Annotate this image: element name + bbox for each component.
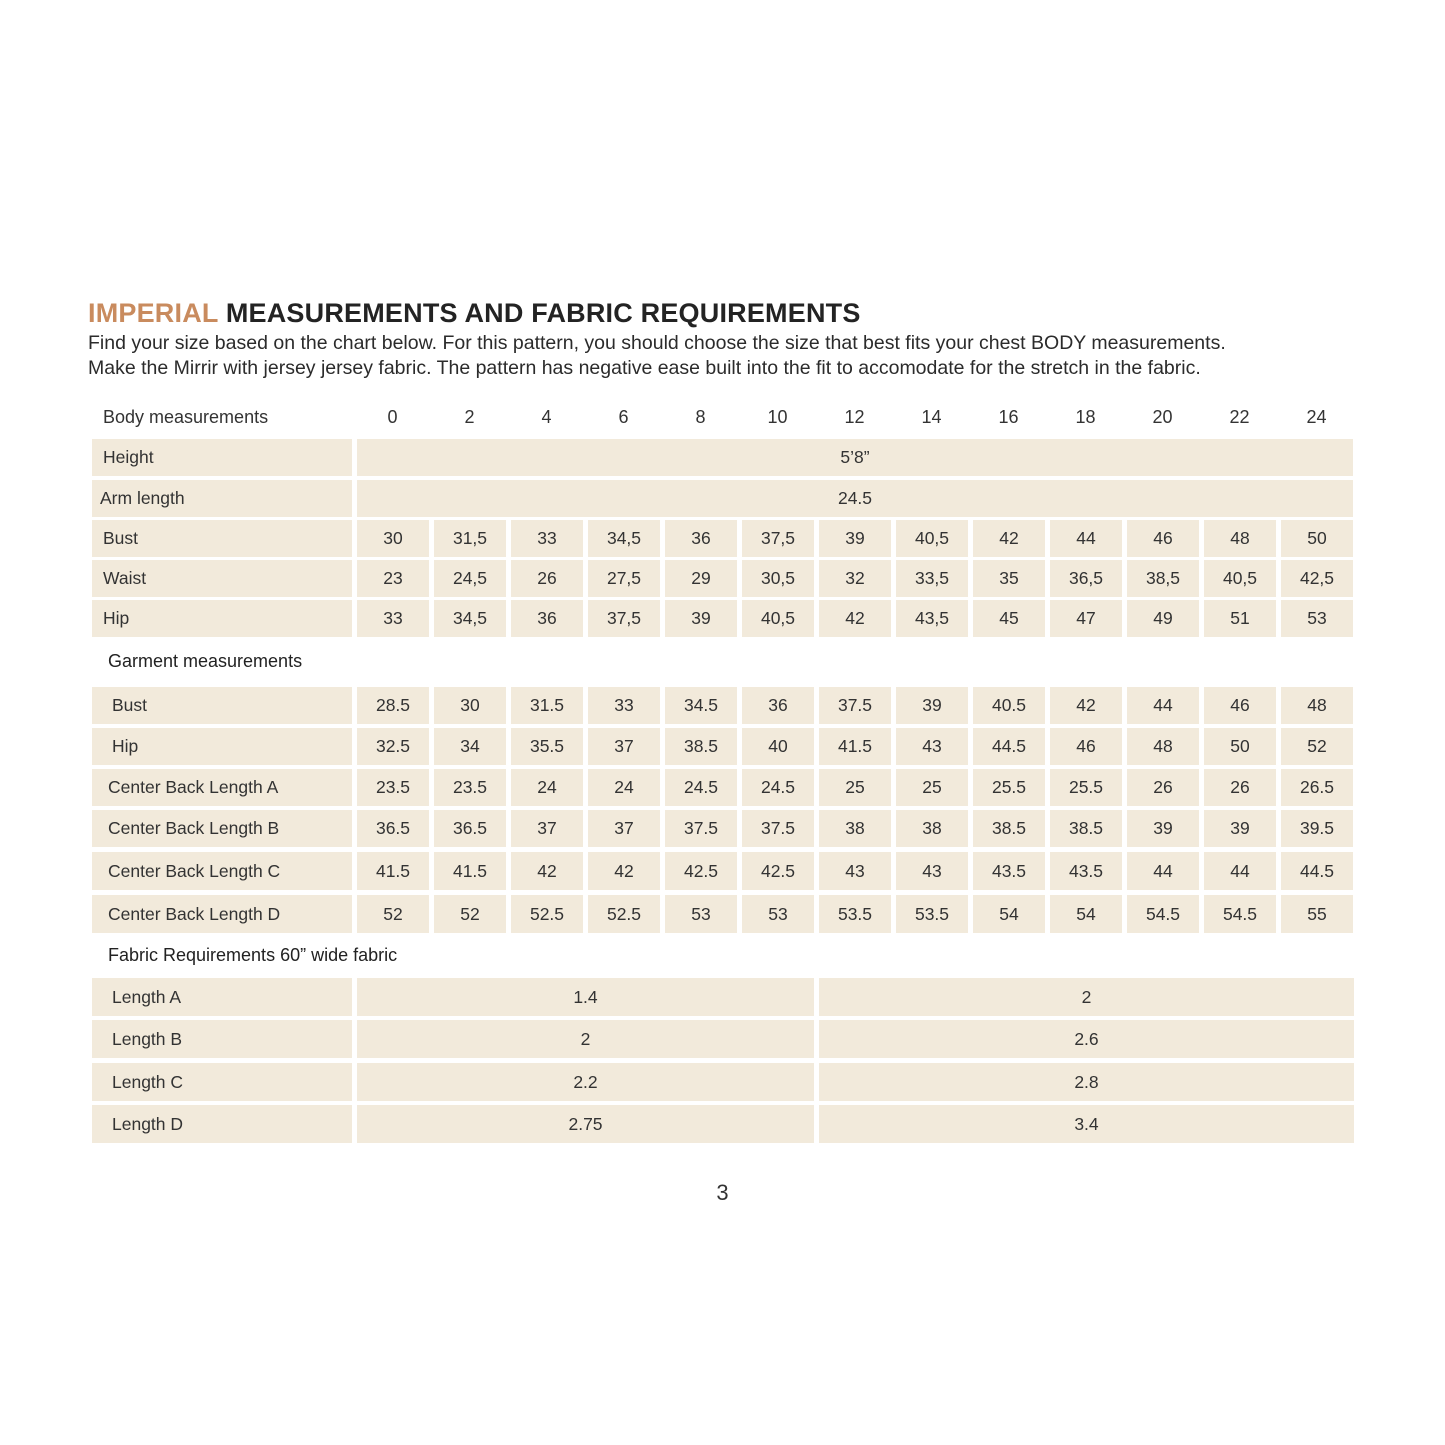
table-cell: 43 bbox=[819, 852, 891, 890]
table-cell: 41.5 bbox=[819, 728, 891, 765]
table-cell: 41.5 bbox=[434, 852, 506, 890]
table-cell: 38 bbox=[819, 810, 891, 847]
size-label: 22 bbox=[1229, 406, 1250, 427]
body-row bbox=[92, 560, 1354, 597]
table-cell: 26 bbox=[1204, 769, 1276, 806]
table-cell: 45 bbox=[973, 600, 1045, 637]
table-cell: 43 bbox=[896, 852, 968, 890]
table-cell: 33 bbox=[588, 687, 660, 724]
row-label: Length B bbox=[92, 1020, 352, 1058]
table-cell: 24.5 bbox=[742, 769, 814, 806]
table-cell: 35.5 bbox=[511, 728, 583, 765]
table-cell: 23.5 bbox=[357, 769, 429, 806]
row-label: Center Back Length B bbox=[92, 810, 352, 847]
table-cell: 46 bbox=[1204, 687, 1276, 724]
body-row bbox=[92, 520, 1354, 557]
table-cell: 52.5 bbox=[588, 895, 660, 933]
table-cell: 36.5 bbox=[357, 810, 429, 847]
table-cell: 52 bbox=[1281, 728, 1353, 765]
table-cell: 33,5 bbox=[896, 560, 968, 597]
table-cell: 29 bbox=[665, 560, 737, 597]
table-cell: 39 bbox=[819, 520, 891, 557]
table-cell: 32 bbox=[819, 560, 891, 597]
table-cell: 25.5 bbox=[973, 769, 1045, 806]
garment-row bbox=[92, 852, 1354, 890]
table-cell: 50 bbox=[1281, 520, 1353, 557]
table-cell: 37.5 bbox=[819, 687, 891, 724]
row-label: Center Back Length C bbox=[92, 852, 352, 890]
table-cell: 34 bbox=[434, 728, 506, 765]
table-cell: 38,5 bbox=[1127, 560, 1199, 597]
size-label: 14 bbox=[921, 406, 942, 427]
table-cell: 34,5 bbox=[434, 600, 506, 637]
table-cell: 37 bbox=[588, 810, 660, 847]
table-cell: 36.5 bbox=[434, 810, 506, 847]
table-cell: 32.5 bbox=[357, 728, 429, 765]
table-cell: 53 bbox=[665, 895, 737, 933]
row-label: Height bbox=[92, 439, 352, 476]
table-cell: 39 bbox=[1127, 810, 1199, 847]
table-cell: 36,5 bbox=[1050, 560, 1122, 597]
table-cell: 40,5 bbox=[742, 600, 814, 637]
page-heading bbox=[88, 298, 861, 329]
intro-line-1: Find your size based on the chart below. For this pattern, you should choose the size that best fits your chest BODY measurements. bbox=[88, 332, 1226, 354]
table-cell: 46 bbox=[1050, 728, 1122, 765]
table-cell: 48 bbox=[1281, 687, 1353, 724]
arm-length-row bbox=[92, 480, 1354, 517]
fabric-row bbox=[92, 1020, 1354, 1058]
fabric-row bbox=[92, 978, 1354, 1016]
table-cell: 37,5 bbox=[588, 600, 660, 637]
table-cell: 42,5 bbox=[1281, 560, 1353, 597]
table-cell: 38.5 bbox=[1050, 810, 1122, 847]
table-cell: 23.5 bbox=[434, 769, 506, 806]
row-label: Waist bbox=[92, 560, 352, 597]
table-cell: 47 bbox=[1050, 600, 1122, 637]
table-cell: 37 bbox=[511, 810, 583, 847]
height-row bbox=[92, 439, 1354, 476]
table-cell: 43.5 bbox=[1050, 852, 1122, 890]
table-cell: 25.5 bbox=[1050, 769, 1122, 806]
table-cell: 43,5 bbox=[896, 600, 968, 637]
table-cell: 38.5 bbox=[973, 810, 1045, 847]
fabric-requirements-title: Fabric Requirements 60” wide fabric bbox=[108, 945, 398, 965]
table-cell: 38 bbox=[896, 810, 968, 847]
table-cell: 37 bbox=[588, 728, 660, 765]
table-cell: 30 bbox=[357, 520, 429, 557]
table-cell: 44 bbox=[1050, 520, 1122, 557]
table-cell: 51 bbox=[1204, 600, 1276, 637]
table-cell: 26 bbox=[1127, 769, 1199, 806]
row-label: Length D bbox=[92, 1105, 352, 1143]
table-cell: 54.5 bbox=[1127, 895, 1199, 933]
table-cell: 42 bbox=[1050, 687, 1122, 724]
table-cell: 28.5 bbox=[357, 687, 429, 724]
size-label: 8 bbox=[695, 406, 706, 427]
garment-row bbox=[92, 728, 1354, 765]
table-cell: 53.5 bbox=[896, 895, 968, 933]
row-label: Hip bbox=[92, 728, 352, 765]
table-cell: 2.75 bbox=[357, 1105, 814, 1143]
garment-measurements-title: Garment measurements bbox=[108, 651, 303, 671]
table-cell: 30,5 bbox=[742, 560, 814, 597]
body-measurements-title: Body measurements bbox=[103, 406, 269, 427]
table-cell: 3.4 bbox=[819, 1105, 1354, 1143]
table-cell: 27,5 bbox=[588, 560, 660, 597]
table-cell: 43.5 bbox=[973, 852, 1045, 890]
size-label: 4 bbox=[541, 406, 552, 427]
arm-length-value: 24.5 bbox=[357, 480, 1353, 517]
table-cell: 53 bbox=[1281, 600, 1353, 637]
table-cell: 44.5 bbox=[1281, 852, 1353, 890]
table-cell: 34,5 bbox=[588, 520, 660, 557]
table-cell: 37.5 bbox=[665, 810, 737, 847]
table-cell: 2.2 bbox=[357, 1063, 814, 1101]
table-cell: 37,5 bbox=[742, 520, 814, 557]
heading-rest: MEASUREMENTS AND FABRIC REQUIREMENTS bbox=[225, 298, 861, 328]
table-cell: 42.5 bbox=[665, 852, 737, 890]
table-cell: 48 bbox=[1127, 728, 1199, 765]
table-cell: 36 bbox=[511, 600, 583, 637]
table-cell: 23 bbox=[357, 560, 429, 597]
garment-row bbox=[92, 895, 1354, 933]
size-label: 16 bbox=[998, 406, 1019, 427]
table-cell: 24.5 bbox=[665, 769, 737, 806]
table-cell: 52 bbox=[357, 895, 429, 933]
table-cell: 48 bbox=[1204, 520, 1276, 557]
table-cell: 44 bbox=[1127, 687, 1199, 724]
table-cell: 26.5 bbox=[1281, 769, 1353, 806]
table-cell: 37.5 bbox=[742, 810, 814, 847]
table-cell: 46 bbox=[1127, 520, 1199, 557]
heading-accent: IMPERIAL bbox=[88, 298, 219, 328]
table-cell: 2.8 bbox=[819, 1063, 1354, 1101]
page-number: 3 bbox=[716, 1180, 729, 1205]
table-cell: 39 bbox=[665, 600, 737, 637]
table-cell: 53.5 bbox=[819, 895, 891, 933]
size-label: 2 bbox=[464, 406, 475, 427]
table-cell: 2.6 bbox=[819, 1020, 1354, 1058]
table-cell: 41.5 bbox=[357, 852, 429, 890]
row-label: Bust bbox=[92, 520, 352, 557]
table-cell: 39.5 bbox=[1281, 810, 1353, 847]
table-cell: 40.5 bbox=[973, 687, 1045, 724]
intro-line-2: Make the Mirrir with jersey jersey fabric. The pattern has negative ease built into the fit to accomodate for the stretch in the fabric. bbox=[88, 357, 1201, 379]
table-cell: 36 bbox=[665, 520, 737, 557]
table-cell: 54.5 bbox=[1204, 895, 1276, 933]
table-cell: 2 bbox=[819, 978, 1354, 1016]
size-label: 12 bbox=[844, 406, 865, 427]
table-cell: 44 bbox=[1127, 852, 1199, 890]
row-label: Hip bbox=[92, 600, 352, 637]
table-cell: 25 bbox=[819, 769, 891, 806]
table-cell: 38.5 bbox=[665, 728, 737, 765]
table-cell: 42 bbox=[588, 852, 660, 890]
table-cell: 31,5 bbox=[434, 520, 506, 557]
table-cell: 40,5 bbox=[896, 520, 968, 557]
table-cell: 24,5 bbox=[434, 560, 506, 597]
table-cell: 53 bbox=[742, 895, 814, 933]
table-cell: 34.5 bbox=[665, 687, 737, 724]
fabric-row bbox=[92, 1105, 1354, 1143]
table-cell: 43 bbox=[896, 728, 968, 765]
size-label: 10 bbox=[767, 406, 788, 427]
table-cell: 33 bbox=[511, 520, 583, 557]
table-cell: 42 bbox=[511, 852, 583, 890]
table-cell: 2 bbox=[357, 1020, 814, 1058]
row-label: Center Back Length D bbox=[92, 895, 352, 933]
height-value: 5’8” bbox=[357, 439, 1353, 476]
row-label: Length C bbox=[92, 1063, 352, 1101]
table-cell: 24 bbox=[588, 769, 660, 806]
table-cell: 1.4 bbox=[357, 978, 814, 1016]
table-cell: 25 bbox=[896, 769, 968, 806]
body-row bbox=[92, 600, 1354, 637]
size-label: 0 bbox=[387, 406, 398, 427]
garment-row bbox=[92, 687, 1354, 724]
table-cell: 24 bbox=[511, 769, 583, 806]
table-cell: 50 bbox=[1204, 728, 1276, 765]
fabric-row bbox=[92, 1063, 1354, 1101]
table-cell: 52.5 bbox=[511, 895, 583, 933]
table-cell: 40 bbox=[742, 728, 814, 765]
intro-text bbox=[88, 331, 1226, 381]
row-label: Length A bbox=[92, 978, 352, 1016]
table-cell: 44 bbox=[1204, 852, 1276, 890]
table-cell: 35 bbox=[973, 560, 1045, 597]
row-label: Arm length bbox=[92, 480, 352, 517]
size-label: 6 bbox=[618, 406, 629, 427]
row-label: Bust bbox=[92, 687, 352, 724]
table-cell: 40,5 bbox=[1204, 560, 1276, 597]
table-cell: 33 bbox=[357, 600, 429, 637]
table-cell: 49 bbox=[1127, 600, 1199, 637]
garment-row bbox=[92, 810, 1354, 847]
table-cell: 52 bbox=[434, 895, 506, 933]
table-cell: 42.5 bbox=[742, 852, 814, 890]
table-cell: 30 bbox=[434, 687, 506, 724]
size-label: 20 bbox=[1152, 406, 1173, 427]
table-cell: 54 bbox=[973, 895, 1045, 933]
table-cell: 55 bbox=[1281, 895, 1353, 933]
table-cell: 26 bbox=[511, 560, 583, 597]
size-label: 18 bbox=[1075, 406, 1096, 427]
row-label: Center Back Length A bbox=[92, 769, 352, 806]
table-cell: 31.5 bbox=[511, 687, 583, 724]
table-cell: 54 bbox=[1050, 895, 1122, 933]
garment-row bbox=[92, 769, 1354, 806]
size-header-row bbox=[92, 400, 1354, 434]
table-cell: 42 bbox=[819, 600, 891, 637]
table-cell: 36 bbox=[742, 687, 814, 724]
table-cell: 39 bbox=[896, 687, 968, 724]
size-label: 24 bbox=[1306, 406, 1327, 427]
table-cell: 42 bbox=[973, 520, 1045, 557]
table-cell: 39 bbox=[1204, 810, 1276, 847]
table-cell: 44.5 bbox=[973, 728, 1045, 765]
